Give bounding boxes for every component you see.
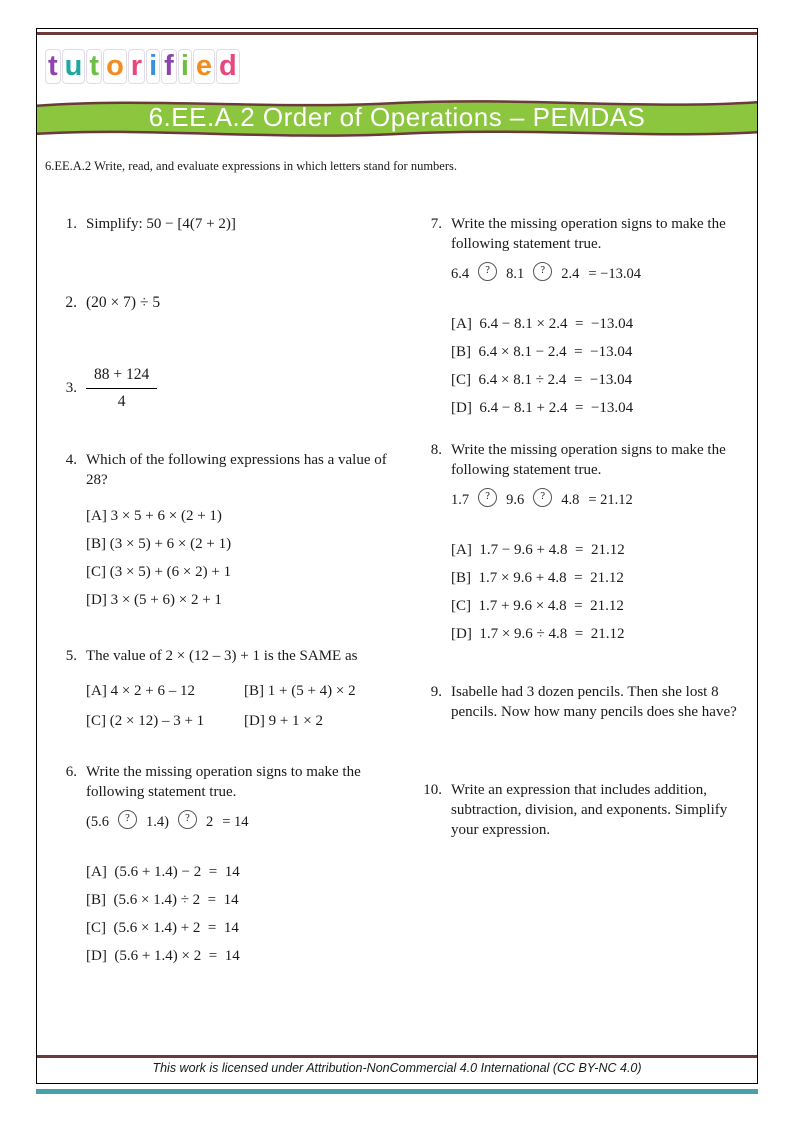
choice-d: [D] (5.6 + 1.4) × 2 = 14 <box>86 947 240 964</box>
logo-letter: t <box>86 49 102 84</box>
answer-choices <box>86 862 398 966</box>
choice-d: [D] 1.7 × 9.6 ÷ 4.8 = 21.12 <box>451 625 625 642</box>
statement-operand: 8.1 <box>506 265 525 282</box>
circled-question-mark-icon <box>118 810 137 829</box>
question-number: 3. <box>65 380 77 397</box>
question-2 <box>57 293 398 313</box>
equation-statement <box>451 265 751 284</box>
statement-result: = 21.12 <box>588 491 633 508</box>
question-text: Isabelle had 3 dozen pencils. Then she lost 8 pencils. Now how many pencils does she have? <box>451 684 737 720</box>
question-text: Which of the following expressions has a value of 28? <box>86 452 387 488</box>
license-text: This work is licensed under Attribution-NonCommercial 4.0 International (CC BY-NC 4.0) <box>152 1061 642 1075</box>
choice-b: [B] 1 + (5 + 4) × 2 <box>244 682 356 699</box>
question-number: 5. <box>65 648 77 664</box>
question-7 <box>422 215 751 426</box>
question-text: Write the missing operation signs to make the following statement true. <box>86 764 361 800</box>
statement-operand: 6.4 <box>451 265 470 282</box>
fraction-numerator: 88 + 124 <box>86 365 157 389</box>
question-number: 6. <box>65 764 77 780</box>
question-mark: ? <box>540 264 546 276</box>
question-mark: ? <box>485 264 490 276</box>
question-5 <box>57 647 398 731</box>
statement-operand: 9.6 <box>506 491 525 508</box>
question-6 <box>57 763 398 974</box>
statement-operand: 4.8 <box>561 491 580 508</box>
answer-choices <box>451 540 751 644</box>
question-number: 10. <box>423 782 442 798</box>
statement-operand: (5.6 <box>86 813 109 830</box>
question-text: The value of 2 × (12 – 3) + 1 is the SAME as <box>86 648 358 664</box>
choice-d: [D] 9 + 1 × 2 <box>244 712 323 729</box>
choice-a: [A] 1.7 − 9.6 + 4.8 = 21.12 <box>451 541 625 558</box>
answer-choices <box>451 314 751 418</box>
question-number: 4. <box>65 452 77 468</box>
question-8 <box>422 441 751 652</box>
footer-maroon-rule <box>37 1055 757 1058</box>
question-number: 9. <box>430 684 442 700</box>
choice-c: [C] (2 × 12) – 3 + 1 <box>86 712 205 729</box>
equation-statement <box>451 491 751 510</box>
question-4 <box>57 451 398 618</box>
question-number: 7. <box>430 216 442 232</box>
fraction-denominator: 4 <box>117 393 126 411</box>
logo-letter: t <box>45 49 61 84</box>
question-number: 2. <box>65 294 77 311</box>
question-text <box>86 365 398 413</box>
choice-a: [A] 4 × 2 + 6 – 12 <box>86 682 195 699</box>
statement-operand: 2 <box>205 813 214 830</box>
statement-result: = 14 <box>222 813 249 830</box>
logo-letter: d <box>216 49 240 84</box>
question-10 <box>422 781 751 840</box>
choice-a: [A] (5.6 + 1.4) − 2 = 14 <box>86 863 240 880</box>
circled-question-mark-icon <box>533 488 552 507</box>
choice-b: [B] 6.4 × 8.1 − 2.4 = −13.04 <box>451 343 633 360</box>
page-title: 6.EE.A.2 Order of Operations – PEMDAS <box>148 101 646 132</box>
logo-letter: o <box>103 49 127 84</box>
choice-a: [A] 6.4 − 8.1 × 2.4 = −13.04 <box>451 315 634 332</box>
statement-operand: 1.7 <box>451 491 470 508</box>
statement-operand: 2.4 <box>561 265 580 282</box>
fraction <box>86 365 157 413</box>
question-number: 8. <box>430 442 442 458</box>
question-text: (20 × 7) ÷ 5 <box>86 294 161 311</box>
question-number: 1. <box>65 216 77 232</box>
question-text: Write an expression that includes addition, subtraction, division, and exponents. Simplify your expression. <box>451 782 728 838</box>
statement-result: = −13.04 <box>588 265 641 282</box>
choice-b: [B] (5.6 × 1.4) ÷ 2 = 14 <box>86 891 239 908</box>
question-1 <box>57 215 398 235</box>
circled-question-mark-icon <box>178 810 197 829</box>
choice-d: [D] 6.4 − 8.1 + 2.4 = −13.04 <box>451 399 634 416</box>
logo-letter: e <box>193 49 215 84</box>
standard-description: 6.EE.A.2 Write, read, and evaluate expressions in which letters stand for numbers. <box>45 159 457 173</box>
statement-operand: 1.4) <box>145 813 169 830</box>
answer-choices <box>86 681 398 731</box>
choice-c: [C] 1.7 + 9.6 × 4.8 = 21.12 <box>451 597 624 614</box>
question-mark: ? <box>485 490 490 502</box>
tutorified-logo <box>45 49 241 84</box>
answer-choices <box>86 506 398 610</box>
logo-letter: i <box>146 49 160 84</box>
worksheet-page <box>36 28 758 1084</box>
top-maroon-rule <box>37 32 757 35</box>
equation-statement <box>86 813 398 832</box>
question-mark: ? <box>185 812 190 824</box>
choice-c: [C] (5.6 × 1.4) + 2 = 14 <box>86 919 239 936</box>
question-text: Write the missing operation signs to make the following statement true. <box>451 216 726 252</box>
choice-a: [A] 3 × 5 + 6 × (2 + 1) <box>86 507 222 524</box>
question-9 <box>422 683 751 723</box>
logo-letter: f <box>161 49 177 84</box>
choice-c: [C] 6.4 × 8.1 ÷ 2.4 = −13.04 <box>451 371 633 388</box>
choice-c: [C] (3 × 5) + (6 × 2) + 1 <box>86 563 232 580</box>
circled-question-mark-icon <box>478 488 497 507</box>
question-mark: ? <box>540 490 546 502</box>
title-banner <box>37 93 757 143</box>
bottom-teal-bar <box>36 1089 758 1094</box>
question-text: Write the missing operation signs to make the following statement true. <box>451 442 726 478</box>
choice-b: [B] 1.7 × 9.6 + 4.8 = 21.12 <box>451 569 624 586</box>
choice-b: [B] (3 × 5) + 6 × (2 + 1) <box>86 535 232 552</box>
logo-letter: u <box>62 49 86 84</box>
circled-question-mark-icon <box>478 262 497 281</box>
logo-letter: r <box>128 49 145 84</box>
question-3 <box>57 365 398 413</box>
choice-d: [D] 3 × (5 + 6) × 2 + 1 <box>86 591 222 608</box>
question-mark: ? <box>125 812 130 824</box>
logo-letter: i <box>178 49 192 84</box>
question-text: Simplify: 50 − [4(7 + 2)] <box>86 216 236 232</box>
circled-question-mark-icon <box>533 262 552 281</box>
